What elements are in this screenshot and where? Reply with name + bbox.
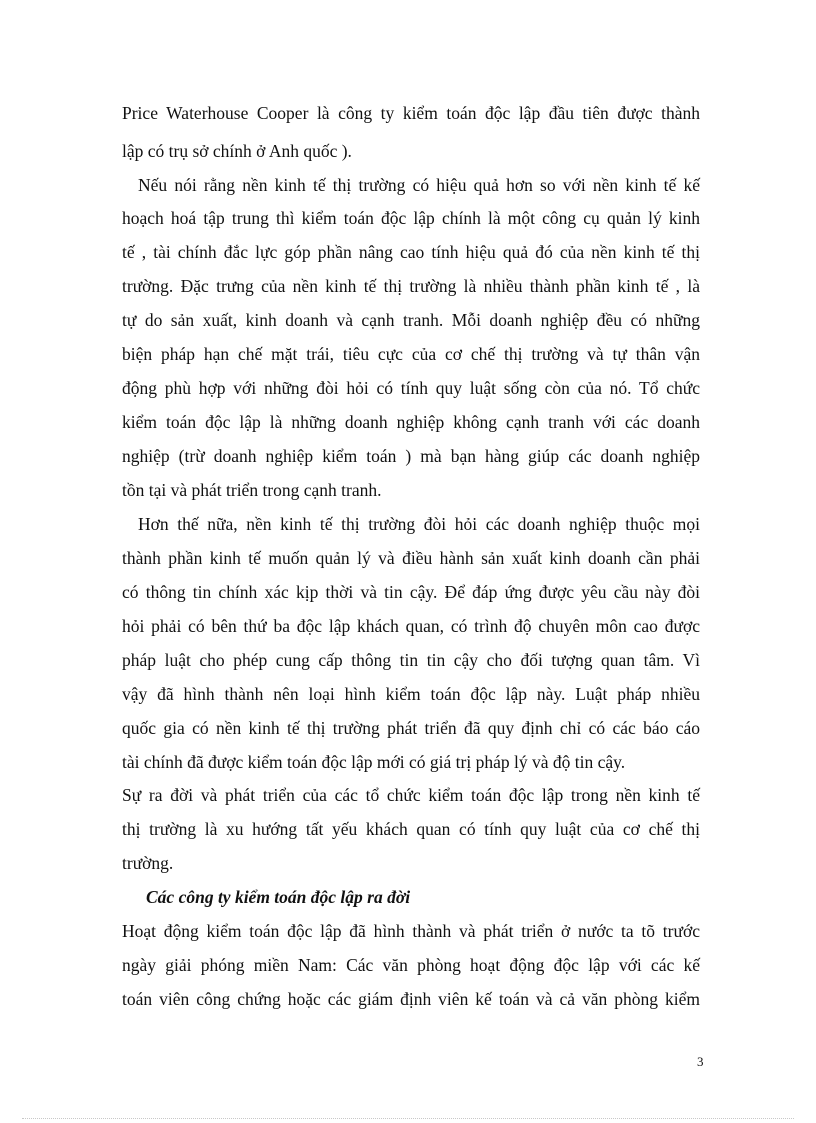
- text-line: kiểm toán độc lập là những doanh nghiệp không cạnh tranh với các doanh: [122, 412, 700, 432]
- text-line: Hoạt động kiểm toán độc lập đã hình thành và phát triển ở nước ta tõ trước: [122, 921, 700, 941]
- text-line: lập có trụ sở chính ở Anh quốc ).: [122, 141, 352, 161]
- text-line: toán viên công chứng hoặc các giám định viên kế toán và cả văn phòng kiểm: [122, 989, 700, 1009]
- text-line: thành phần kinh tế muốn quản lý và điều hành sản xuất kinh doanh cần phải: [122, 548, 700, 568]
- text-line: trường. Đặc trưng của nền kinh tế thị trường là nhiều thành phần kinh tế , là: [122, 276, 700, 296]
- text-line: có thông tin chính xác kịp thời và tin cậy. Để đáp ứng được yêu cầu này đòi: [122, 582, 700, 602]
- text-line: pháp luật cho phép cung cấp thông tin tin cậy cho đối tượng quan tâm. Vì: [122, 650, 700, 670]
- text-line: vậy đã hình thành nên loại hình kiểm toán độc lập này. Luật pháp nhiều: [122, 684, 700, 704]
- page-number: 3: [697, 1054, 704, 1069]
- text-line: hoạch hoá tập trung thì kiểm toán độc lập chính là một công cụ quản lý kinh: [122, 208, 700, 228]
- text-line: hỏi phải có bên thứ ba độc lập khách quan, có trình độ chuyên môn cao được: [122, 616, 700, 636]
- text-line: Nếu nói rằng nền kinh tế thị trường có hiệu quả hơn so với nền kinh tế kế: [138, 175, 700, 195]
- footer-divider: [22, 1118, 794, 1119]
- text-line: Sự ra đời và phát triển của các tổ chức kiểm toán độc lập trong nền kinh tế: [122, 785, 700, 805]
- text-line: quốc gia có nền kinh tế thị trường phát triển đã quy định chỉ có các báo cáo: [122, 718, 700, 738]
- text-line: tồn tại và phát triển trong cạnh tranh.: [122, 480, 382, 500]
- text-line: tài chính đã được kiểm toán độc lập mới có giá trị pháp lý và độ tin cậy.: [122, 752, 626, 772]
- text-line: ngày giải phóng miền Nam: Các văn phòng hoạt động độc lập với các kế: [122, 955, 700, 975]
- text-line: trường.: [122, 853, 174, 873]
- text-line: Price Waterhouse Cooper là công ty kiểm toán độc lập đầu tiên được thành: [122, 103, 700, 123]
- text-line: tự do sản xuất, kinh doanh và cạnh tranh. Mỗi doanh nghiệp đều có những: [122, 310, 700, 330]
- text-line: Hơn thế nữa, nền kinh tế thị trường đòi hỏi các doanh nghiệp thuộc mọi: [138, 514, 700, 534]
- text-line: tế , tài chính đắc lực góp phần nâng cao tính hiệu quả đó của nền kinh tế thị: [122, 242, 700, 262]
- text-line: nghiệp (trừ doanh nghiệp kiểm toán ) mà bạn hàng giúp các doanh nghiệp: [122, 446, 700, 466]
- section-heading: Các công ty kiểm toán độc lập ra đời: [146, 887, 411, 907]
- text-line: động phù hợp với những đòi hỏi có tính quy luật sống còn của nó. Tổ chức: [122, 378, 700, 398]
- text-line: biện pháp hạn chế mặt trái, tiêu cực của cơ chế thị trường và tự thân vận: [122, 344, 700, 364]
- text-line: thị trường là xu hướng tất yếu khách quan có tính quy luật của cơ chế thị: [122, 819, 700, 839]
